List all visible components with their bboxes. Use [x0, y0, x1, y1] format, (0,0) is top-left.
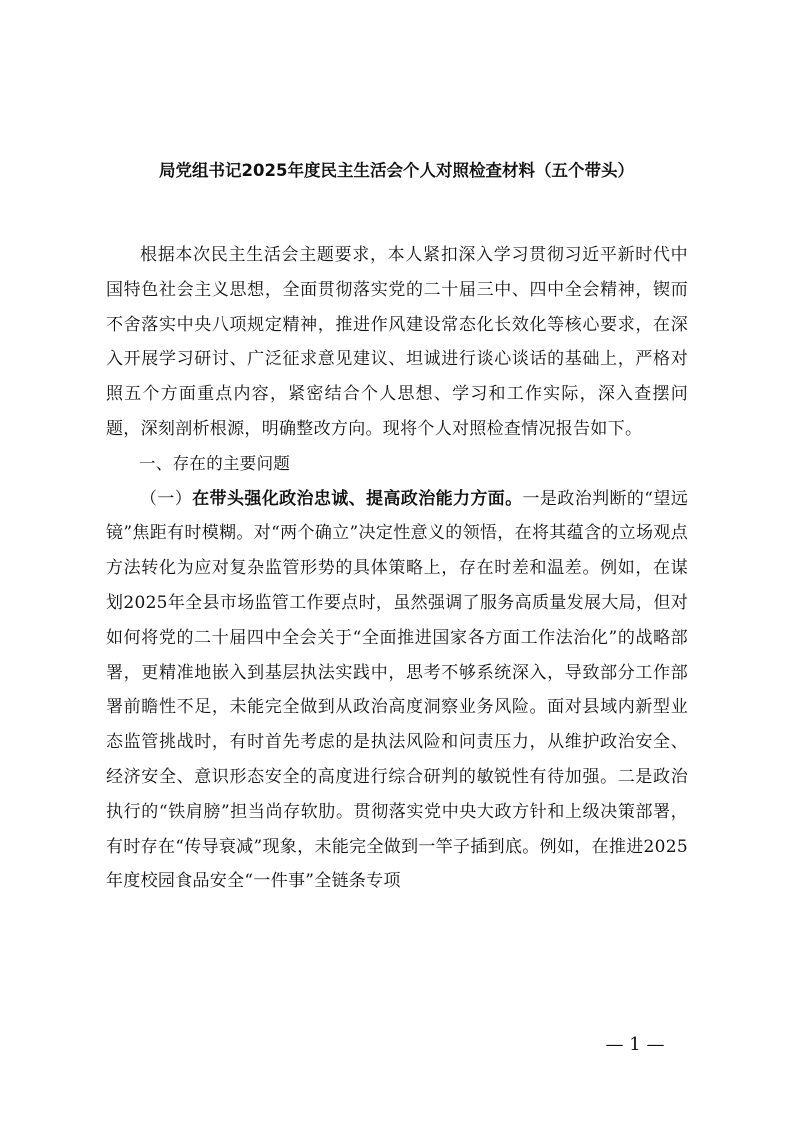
intro-paragraph: 根据本次民主生活会主题要求，本人紧扣深入学习贯彻习近平新时代中国特色社会主义思想，全面贯彻落实党的二十届三中、四中全会精神，锲而不舍落实中央八项规定精神，推进作风建设常态化长效化等核心要求，在深入开展学习研讨、广泛征求意见建议、坦诚进行谈心谈话的基础上，严格对照五个方面重点内容，紧密结合个人思想、学习和工作实际，深入查摆问题，深刻剖析根源，明确整改方向。现将个人对照检查情况报告如下。: [106, 245, 688, 439]
subsection-number: （一）: [140, 488, 193, 509]
document-title: 局党组书记2025年度民主生活会个人对照检查材料（五个带头）: [159, 161, 634, 180]
subsection-body: 一是政治判断的“望远镜”焦距有时模糊。对“两个确立”决定性意义的领悟，在将其蕴含的立场观点方法转化为应对复杂监管形势的具体策略上，存在时差和温差。例如，在谋划2025年全县市场监管工作要点时，虽然强调了服务高质量发展大局，但对如何将党的二十届四中全会关于“全面推进国家各方面工作法治化”的战略部署，更精准地嵌入到基层执法实践中，思考不够系统深入，导致部分工作部署前瞻性不足，未能完全做到从政治高度洞察业务风险。面对县域内新型业态监管挑战时，有时首先考虑的是执法风险和问责压力，从维护政治安全、经济安全、意识形态安全的高度进行综合研判的敏锐性有待加强。二是政治执行的“铁肩膀”担当尚存软肋。贯彻落实党中央大政方针和上级决策部署，有时存在“传导衰减”现象，未能完全做到一竿子插到底。例如，在推进2025年度校园食品安全“一件事”全链条专项: [106, 488, 689, 892]
section-heading: 一、存在的主要问题: [139, 453, 291, 473]
document-body: [106, 238, 688, 899]
subsection-heading: 在带头强化政治忠诚、提高政治能力方面。: [192, 488, 523, 509]
page-number: — 1 —: [605, 1034, 665, 1055]
subsection-paragraph: [106, 482, 688, 900]
